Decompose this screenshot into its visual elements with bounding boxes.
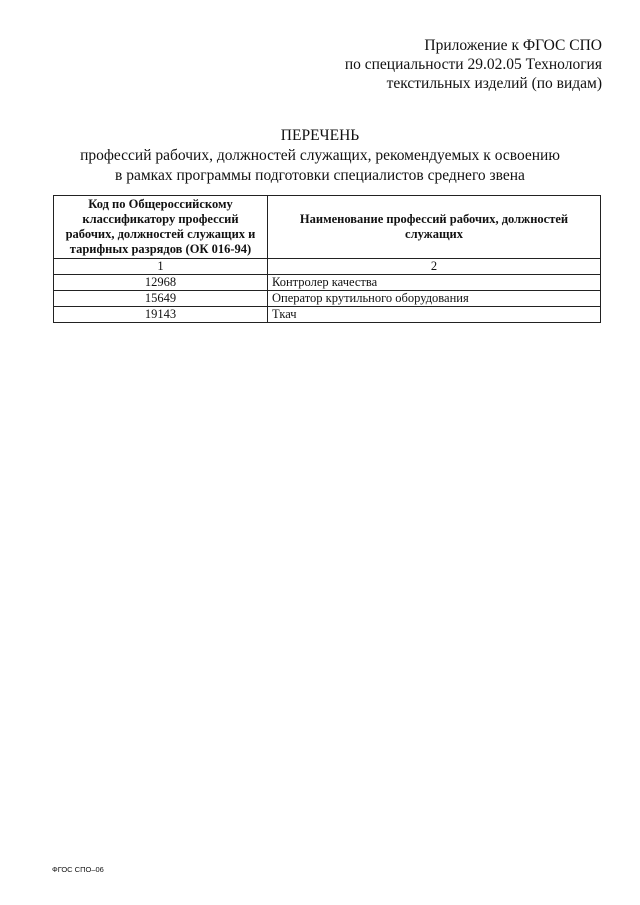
table-header-row: [54, 196, 601, 259]
column-number-1: 1: [54, 259, 268, 275]
profession-name: Контролер качества: [268, 275, 601, 291]
title-heading: ПЕРЕЧЕНЬ: [280, 127, 360, 144]
document-title: [0, 126, 640, 186]
appendix-header: [345, 36, 602, 93]
appendix-line-1: Приложение к ФГОС СПО: [424, 37, 602, 54]
page-footer: ФГОС СПО–06: [52, 865, 104, 874]
table-row: [54, 291, 601, 307]
header-code: Код по Общероссийскому классификатору профессий рабочих, должностей служащих и тарифных разрядов (ОК 016-94): [54, 196, 268, 259]
profession-code: 15649: [54, 291, 268, 307]
profession-code: 12968: [54, 275, 268, 291]
title-line-2: в рамках программы подготовки специалистов среднего звена: [115, 167, 525, 184]
table-row: [54, 307, 601, 323]
profession-name: Оператор крутильного оборудования: [268, 291, 601, 307]
professions-table: [53, 195, 601, 323]
appendix-line-3: текстильных изделий (по видам): [386, 75, 602, 92]
column-number-row: [54, 259, 601, 275]
profession-code: 19143: [54, 307, 268, 323]
table-row: [54, 275, 601, 291]
title-line-1: профессий рабочих, должностей служащих, рекомендуемых к освоению: [80, 147, 560, 164]
appendix-line-2: по специальности 29.02.05 Технология: [344, 56, 602, 73]
profession-name: Ткач: [268, 307, 601, 323]
column-number-2: 2: [268, 259, 601, 275]
header-name: Наименование профессий рабочих, должностей служащих: [268, 196, 601, 259]
